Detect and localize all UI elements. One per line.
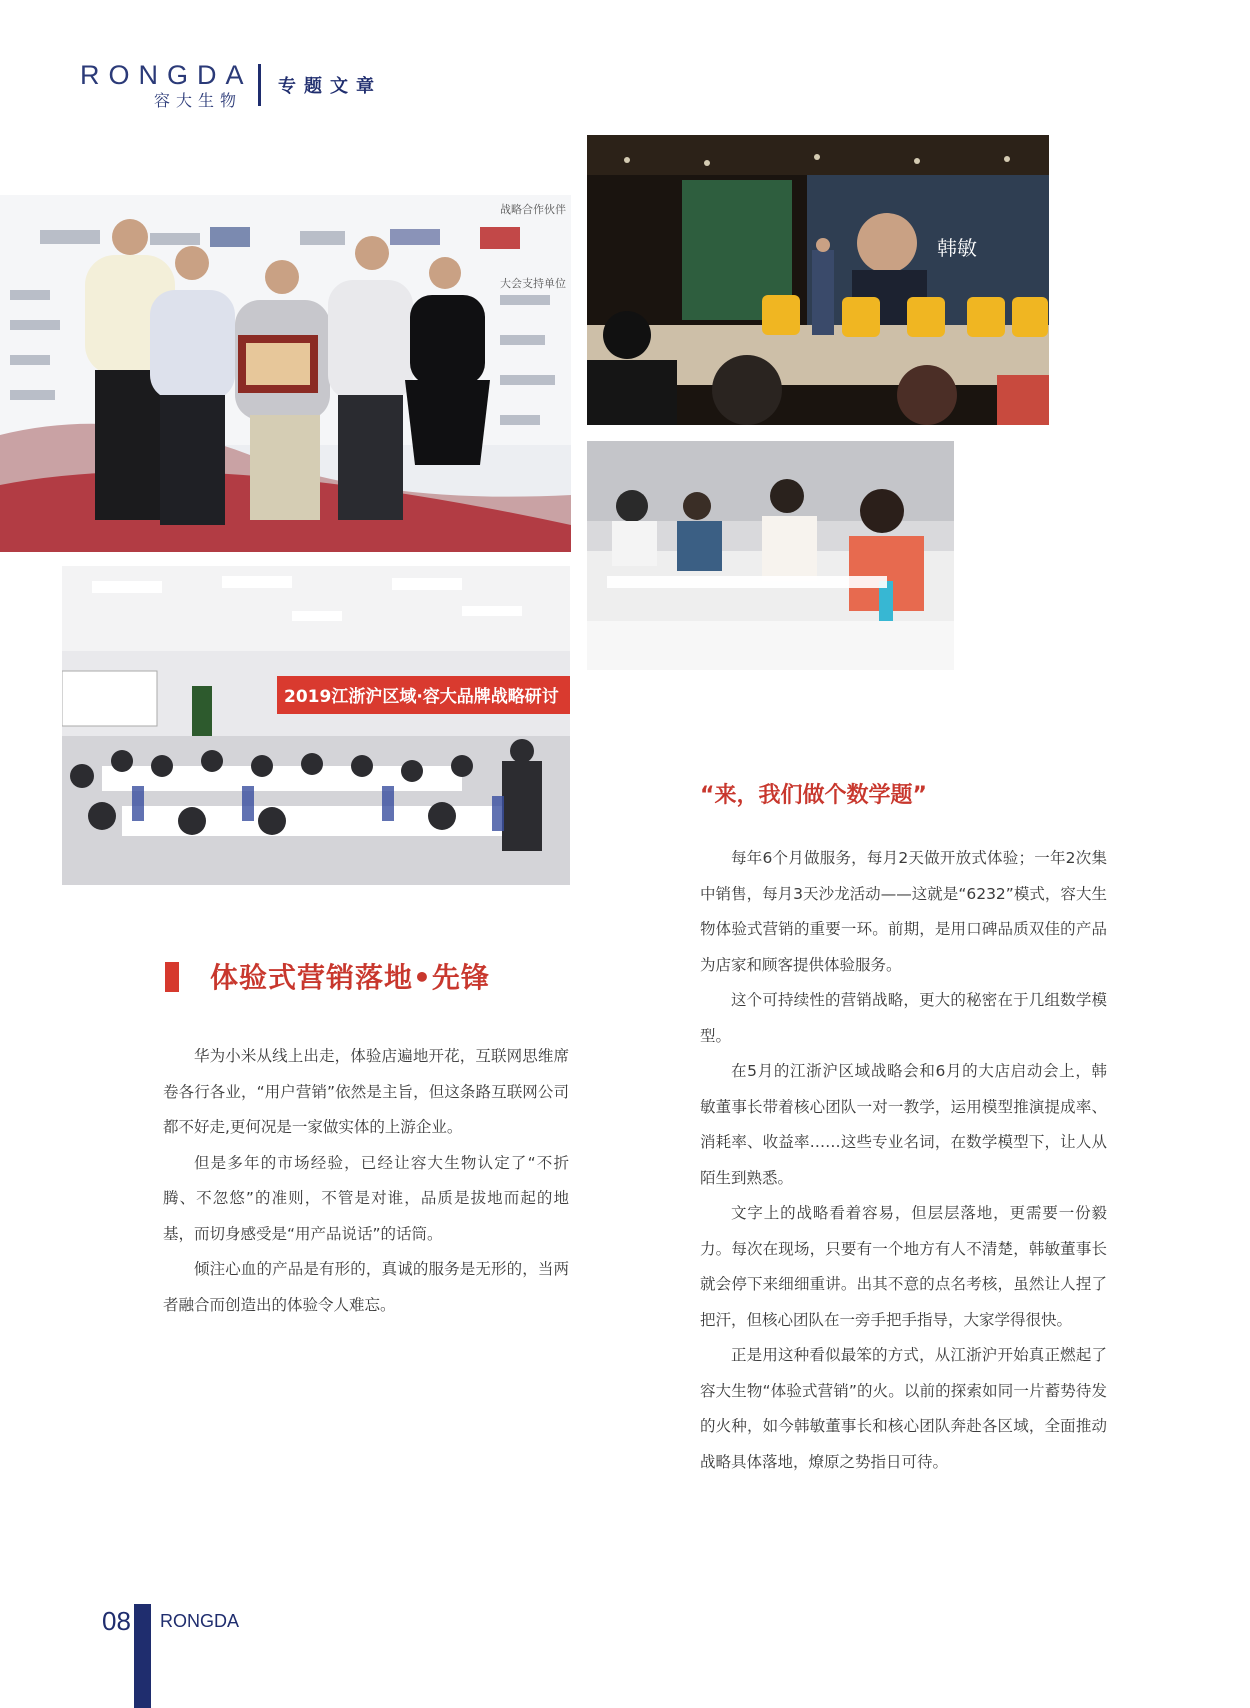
header-divider — [258, 64, 261, 106]
left-article-body — [163, 1039, 569, 1323]
speaker-name: 韩敏 — [937, 236, 977, 260]
section-title: 专题文章 — [278, 76, 382, 97]
paragraph: 在5月的江浙沪区域战略会和6月的大店启动会上，韩敏董事长带着核心团队一对一教学，运用模型推演提成率、消耗率、收益率……这些专业名词，在数学模型下，让人从陌生到熟悉。 — [700, 1062, 1107, 1187]
paragraph: 文字上的战略看着容易，但层层落地，更需要一份毅力。每次在现场，只要有一个地方有人不清楚，韩敏董事长就会停下来细细重讲。出其不意的点名考核，虽然让人捏了把汗，但核心团队在一旁手把手指导，大家学得很快。 — [700, 1204, 1107, 1329]
logo-wall-subtitle: 大会支持单位 — [500, 277, 566, 290]
footer-brand: RONGDA — [160, 1611, 240, 1631]
heading-accent-bar — [165, 962, 179, 992]
left-section-heading: 体验式营销落地•先锋 — [210, 961, 490, 994]
stage-speaker-photo — [587, 135, 1049, 425]
meeting-room-photo — [62, 566, 570, 885]
meeting-banner: 2019江浙沪区域·容大品牌战略研讨 — [284, 687, 559, 707]
paragraph: 正是用这种看似最笨的方式，从江浙沪开始真正燃起了容大生物“体验式营销”的火。以前的探索如同一片蓄势待发的火种，如今韩敏董事长和核心团队奔赴各区域，全面推动战略具体落地，燎原之势指日可待。 — [700, 1346, 1107, 1471]
brand-logo-text: RONGDA — [80, 60, 253, 90]
paragraph: 但是多年的市场经验，已经让容大生物认定了“不折腾、不忽悠”的准则，不管是对谁，品质是拔地而起的地基，而切身感受是“用产品说话”的话筒。 — [163, 1153, 569, 1243]
paragraph: 每年6个月做服务，每月2天做开放式体验；一年2次集中销售，每月3天沙龙活动——这就是“6232”模式，容大生物体验式营销的重要一环。前期，是用口碑品质双佳的产品为店家和顾客提供体验服务。 — [700, 849, 1107, 974]
award-group-photo — [0, 195, 571, 552]
paragraph: 倾注心血的产品是有形的，真诚的服务是无形的，当两者融合而创造出的体验令人难忘。 — [163, 1260, 569, 1314]
brand-chinese-name: 容大生物 — [154, 91, 243, 110]
training-participants-photo — [587, 441, 954, 670]
logo-wall-title: 战略合作伙伴 — [500, 203, 566, 216]
right-article-body — [700, 841, 1107, 1480]
paragraph: 这个可持续性的营销战略，更大的秘密在于几组数学模型。 — [700, 991, 1107, 1045]
page-marker-bar — [134, 1604, 151, 1708]
page-number: 08 — [102, 1606, 131, 1636]
paragraph: 华为小米从线上出走，体验店遍地开花，互联网思维席卷各行各业，“用户营销”依然是主旨，但这条路互联网公司都不好走,更何况是一家做实体的上游企业。 — [163, 1047, 569, 1136]
right-section-heading: “来，我们做个数学题” — [700, 783, 927, 808]
